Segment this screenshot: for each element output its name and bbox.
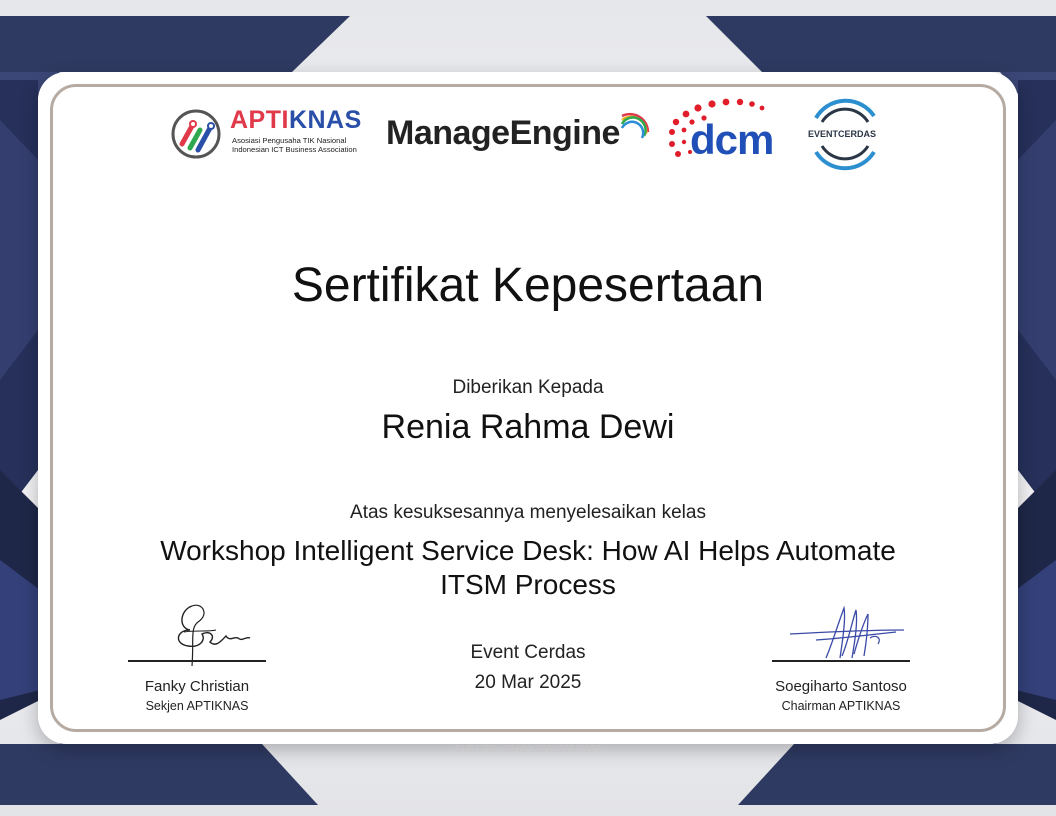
signature-line-right: [772, 660, 910, 662]
signatory-left-role: Sekjen APTIKNAS: [145, 699, 249, 713]
signature-right-icon: [786, 604, 906, 664]
signatory-left-name: Fanky Christian: [144, 678, 250, 695]
event-date: 20 Mar 2025: [474, 672, 582, 693]
signatory-right-role: Chairman APTIKNAS: [781, 699, 901, 713]
aptiknas-emblem-icon: [170, 106, 226, 162]
logo-row: [0, 96, 1056, 176]
dcm-logo: dcm: [664, 96, 780, 168]
eventcerdas-logo: EVENTCERDAS: [804, 96, 884, 172]
aptiknas-tagline: Asosiasi Pengusaha TIK Nasional Indonesian ICT Business Association: [232, 136, 357, 154]
completion-label: Atas kesuksesannya menyelesaikan kelas: [350, 502, 706, 523]
manageengine-logo: ManageEngine: [386, 112, 656, 162]
aptiknas-wordmark: APTIKNAS: [230, 106, 362, 134]
recipient-name: Renia Rahma Dewi: [381, 408, 675, 446]
given-to-label: Diberikan Kepada: [452, 377, 604, 398]
certificate-title: Sertifikat Kepesertaan: [291, 259, 765, 312]
course-name: Workshop Intelligent Service Desk: How AI Helps Automate ITSM Process: [160, 535, 896, 600]
aptiknas-logo: [170, 106, 370, 162]
manageengine-arc-icon: [614, 108, 654, 148]
signatory-right-name: Soegiharto Santoso: [775, 678, 907, 695]
signature-line-left: [128, 660, 266, 662]
organizer-name: Event Cerdas: [470, 642, 586, 663]
certificate-serial: EVENT/6c0648/13032025/0006: [454, 744, 602, 755]
